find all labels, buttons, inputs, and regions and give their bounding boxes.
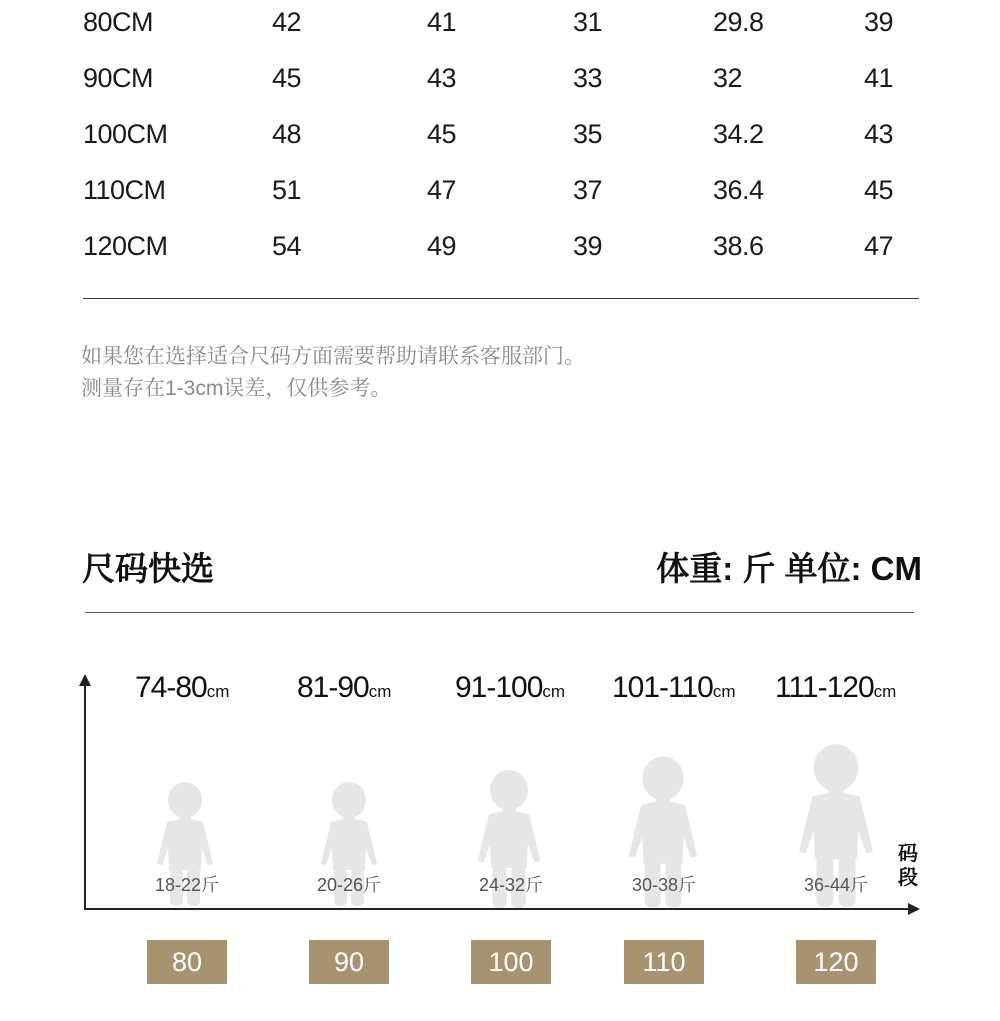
- section-title: 尺码快选: [82, 550, 214, 587]
- table-cell: 51: [272, 175, 302, 205]
- table-row: [0, 226, 1000, 266]
- weight-range: 24-32斤: [478, 875, 544, 895]
- table-cell: 120CM: [83, 231, 168, 261]
- table-divider: [83, 298, 919, 299]
- height-range: [135, 668, 229, 708]
- table-cell: 41: [427, 7, 457, 37]
- section-divider: [85, 612, 914, 613]
- table-cell: 49: [427, 231, 457, 261]
- table-cell: 29.8: [713, 7, 764, 37]
- height-range-value: 111-120: [775, 671, 874, 704]
- table-cell: 43: [864, 119, 894, 149]
- size-option-80[interactable]: 80: [147, 940, 227, 984]
- height-range: [612, 668, 736, 708]
- height-range-unit: cm: [712, 682, 736, 701]
- table-cell: 36.4: [713, 175, 764, 205]
- table-cell: 37: [573, 175, 603, 205]
- size-option-90[interactable]: 90: [309, 940, 389, 984]
- unit-label: 体重: 斤 单位: CM: [656, 550, 922, 587]
- table-cell: 47: [427, 175, 457, 205]
- table-row: [0, 58, 1000, 98]
- height-range: [775, 668, 896, 708]
- x-axis: [84, 908, 910, 910]
- table-row: [0, 170, 1000, 210]
- table-cell: 43: [427, 63, 457, 93]
- size-option-110[interactable]: 110: [624, 940, 704, 984]
- table-cell: 45: [427, 119, 457, 149]
- x-axis-arrow-icon: [908, 903, 920, 915]
- table-row: [0, 114, 1000, 154]
- y-axis: [84, 680, 86, 910]
- table-cell: 38.6: [713, 231, 764, 261]
- size-option-120[interactable]: 120: [796, 940, 876, 984]
- table-cell: 47: [864, 231, 894, 261]
- weight-range: 18-22斤: [154, 875, 220, 895]
- table-cell: 33: [573, 63, 603, 93]
- height-range-value: 74-80: [135, 671, 207, 704]
- x-axis-label: 码段: [898, 843, 918, 889]
- weight-range: 30-38斤: [631, 875, 697, 895]
- weight-range: 36-44斤: [803, 875, 869, 895]
- help-note: 如果您在选择适合尺码方面需要帮助请联系客服部门。: [81, 345, 585, 368]
- table-cell: 80CM: [83, 7, 154, 37]
- table-cell: 54: [272, 231, 302, 261]
- table-cell: 35: [573, 119, 603, 149]
- table-cell: 31: [573, 7, 603, 37]
- height-range-unit: cm: [873, 682, 897, 701]
- table-cell: 100CM: [83, 119, 168, 149]
- size-option-100[interactable]: 100: [471, 940, 551, 984]
- height-range-unit: cm: [206, 682, 230, 701]
- height-range-value: 81-90: [297, 671, 369, 704]
- table-cell: 34.2: [713, 119, 764, 149]
- height-range: [297, 668, 391, 708]
- table-cell: 39: [573, 231, 603, 261]
- table-row: [0, 2, 1000, 42]
- table-cell: 45: [864, 175, 894, 205]
- table-cell: 39: [864, 7, 894, 37]
- height-range: [455, 668, 565, 708]
- table-cell: 48: [272, 119, 302, 149]
- table-cell: 110CM: [83, 175, 166, 205]
- height-range-unit: cm: [368, 682, 392, 701]
- table-cell: 41: [864, 63, 894, 93]
- table-cell: 42: [272, 7, 302, 37]
- table-cell: 32: [713, 63, 743, 93]
- height-range-unit: cm: [542, 682, 566, 701]
- measurement-note: 测量存在1-3cm误差，仅供参考。: [81, 377, 392, 400]
- weight-range: 20-26斤: [316, 875, 382, 895]
- table-cell: 45: [272, 63, 302, 93]
- height-range-value: 91-100: [455, 671, 543, 704]
- table-cell: 90CM: [83, 63, 154, 93]
- height-range-value: 101-110: [612, 671, 713, 704]
